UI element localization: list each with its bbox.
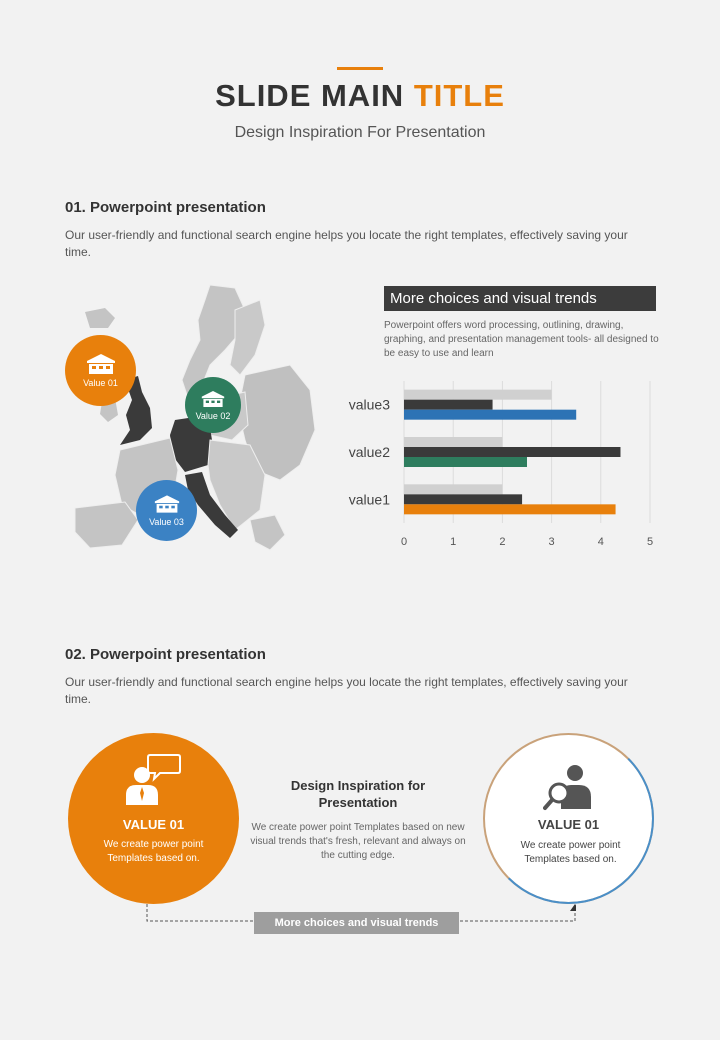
bar-value3-series-light [404, 390, 552, 400]
pin-label-02: Value 02 [195, 410, 231, 421]
user-search-icon [543, 763, 599, 811]
x-tick-label: 3 [548, 536, 555, 548]
x-tick-label: 5 [646, 536, 654, 548]
x-tick-label: 1 [450, 536, 457, 548]
x-tick-label: 4 [597, 536, 604, 548]
building-icon [154, 494, 180, 514]
bar-value2-series-dark [404, 447, 620, 457]
middle-text: We create power point Templates based on new visual trends that's fresh, relevant and always on the cutting edge. [250, 822, 466, 861]
bar-value1-series-dark [404, 494, 522, 504]
middle-title: Design Inspiration for Presentation [290, 778, 426, 810]
bar-value2-series-light [404, 437, 502, 447]
bar-value3-series-accent [404, 410, 576, 420]
trend-title-bar: More choices and visual trends [384, 286, 656, 311]
title-accent-bar [337, 67, 383, 70]
building-icon [201, 390, 225, 408]
map-pin-value-01[interactable] [65, 335, 136, 406]
value-circle-left [68, 733, 239, 904]
slide-subtitle: Design Inspiration For Presentation [234, 124, 486, 141]
left-circle-value: VALUE 01 [122, 817, 185, 832]
bar-value1-series-accent [404, 504, 616, 514]
user-chat-icon [124, 753, 182, 807]
right-circle-value: VALUE 01 [537, 817, 600, 832]
connector-label: More choices and visual trends [254, 912, 459, 934]
bar-value1-series-light [404, 484, 502, 494]
section1-body: Our user-friendly and functional search engine helps you locate the right templates, effectively saving your time. [65, 228, 628, 259]
left-circle-desc: We create power point Templates based on. [103, 839, 204, 864]
y-category-label: value2 [348, 444, 390, 460]
right-circle-desc: We create power point Templates based on. [520, 840, 621, 865]
pin-label-03: Value 03 [149, 517, 184, 527]
title-main-text: SLIDE MAIN [215, 78, 414, 113]
value-circle-right [483, 733, 654, 904]
bar-value2-series-accent [404, 457, 527, 467]
trend-description: Powerpoint offers word processing, outlining, drawing, graphing, and presentation management tools- all designed to be easy to use and learn [384, 320, 659, 359]
map-pin-value-02[interactable] [185, 377, 241, 433]
building-icon [86, 353, 116, 375]
map-pin-value-03[interactable] [136, 480, 197, 541]
europe-map [60, 280, 320, 565]
section2-heading: 02. Powerpoint presentation [65, 646, 266, 663]
pin-label-01: Value 01 [83, 378, 118, 388]
x-tick-label: 0 [400, 536, 408, 548]
y-category-label: value3 [348, 396, 390, 413]
section2-body: Our user-friendly and functional search engine helps you locate the right templates, effectively saving your time. [65, 675, 628, 706]
bar-chart [340, 375, 670, 555]
title-accent-text: TITLE [413, 78, 505, 113]
slide-title [0, 78, 720, 114]
bar-value3-series-dark [404, 400, 493, 410]
x-tick-label: 2 [499, 536, 506, 548]
section1-heading: 01. Powerpoint presentation [65, 199, 266, 216]
y-category-label: value1 [348, 491, 390, 508]
